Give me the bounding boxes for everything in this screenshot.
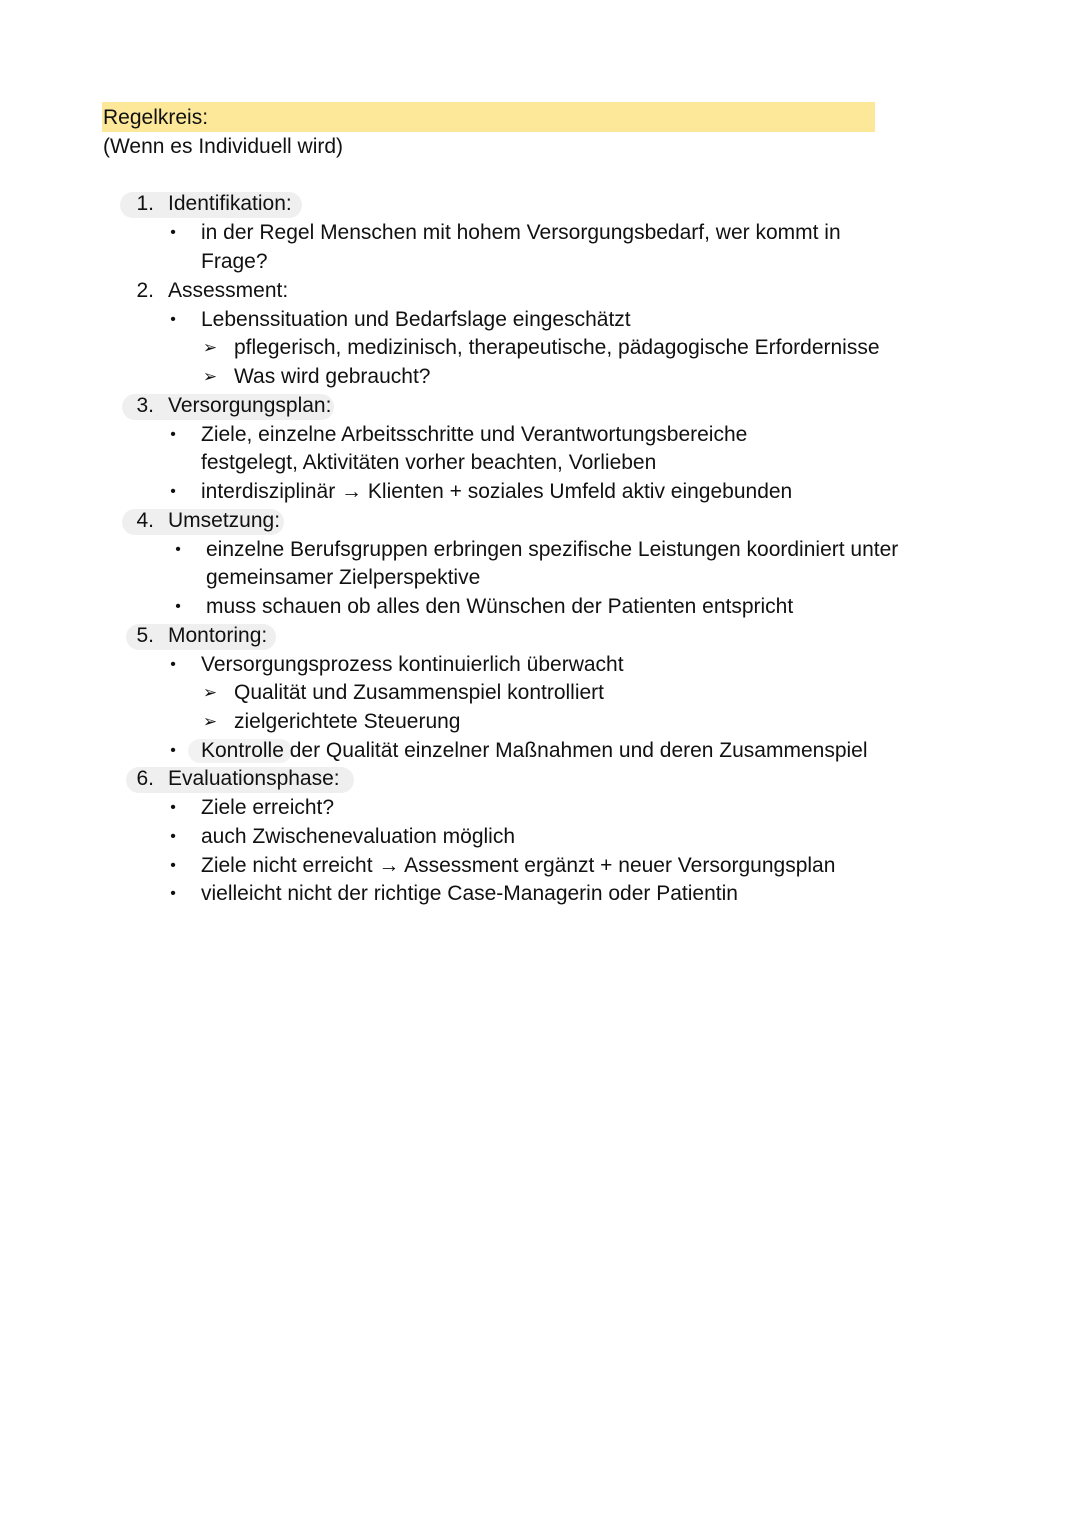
sub-bullet-text: pflegerisch, medizinisch, therapeutische, pädagogische Erfordernisse bbox=[234, 336, 880, 359]
bullet-text: Ziele erreicht? bbox=[201, 796, 335, 819]
bullet-icon: • bbox=[175, 541, 181, 558]
page-subtitle: (Wenn es Individuell wird) bbox=[103, 135, 344, 158]
bullet-icon: • bbox=[170, 656, 176, 673]
bullet-text: festgelegt, Aktivitäten vorher beachten, Vorlieben bbox=[201, 451, 657, 474]
sub-bullet-text: Was wird gebraucht? bbox=[234, 365, 431, 388]
bullet-icon: • bbox=[175, 598, 181, 615]
title-highlight bbox=[102, 102, 875, 132]
section-heading: Montoring: bbox=[168, 624, 268, 647]
section-number: 4. bbox=[136, 509, 154, 532]
section-number: 3. bbox=[136, 394, 154, 417]
bullet-text: interdisziplinär → Klienten + soziales Umfeld aktiv eingebunden bbox=[201, 480, 793, 503]
sub-bullet-text: Qualität und Zusammenspiel kontrolliert bbox=[234, 681, 605, 704]
section-heading: Identifikation: bbox=[168, 192, 292, 215]
bullet-text: Kontrolle der Qualität einzelner Maßnahmen und deren Zusammenspiel bbox=[201, 739, 868, 762]
bullet-text: auch Zwischenevaluation möglich bbox=[201, 825, 516, 848]
bullet-icon: • bbox=[170, 311, 176, 328]
bullet-icon: • bbox=[170, 224, 176, 241]
bullet-icon: • bbox=[170, 742, 176, 759]
bullet-icon: • bbox=[170, 799, 176, 816]
arrow-bullet-icon: ➢ bbox=[202, 683, 218, 702]
bullet-icon: • bbox=[170, 426, 176, 443]
section-heading: Assessment: bbox=[168, 279, 289, 302]
arrow-bullet-icon: ➢ bbox=[202, 338, 218, 357]
section-heading: Evaluationsphase: bbox=[168, 767, 340, 790]
section-heading: Versorgungsplan: bbox=[168, 394, 332, 417]
bullet-text: Lebenssituation und Bedarfslage eingeschätzt bbox=[201, 308, 631, 331]
arrow-bullet-icon: ➢ bbox=[202, 712, 218, 731]
section-number: 2. bbox=[136, 279, 154, 302]
sub-bullet-text: zielgerichtete Steuerung bbox=[234, 710, 461, 733]
section-number: 6. bbox=[136, 767, 154, 790]
page-title: Regelkreis: bbox=[103, 106, 209, 129]
bullet-icon: • bbox=[170, 857, 176, 874]
bullet-text: muss schauen ob alles den Wünschen der Patienten entspricht bbox=[206, 595, 794, 618]
section-number: 5. bbox=[136, 624, 154, 647]
section-heading: Umsetzung: bbox=[168, 509, 281, 532]
bullet-text: Frage? bbox=[201, 250, 268, 273]
bullet-text: Versorgungsprozess kontinuierlich überwacht bbox=[201, 653, 624, 676]
bullet-text: Ziele nicht erreicht → Assessment ergänzt + neuer Versorgungsplan bbox=[201, 854, 836, 877]
bullet-text: in der Regel Menschen mit hohem Versorgungsbedarf, wer kommt in bbox=[201, 221, 841, 244]
bullet-text: Ziele, einzelne Arbeitsschritte und Verantwortungsbereiche bbox=[201, 423, 748, 446]
bullet-text: gemeinsamer Zielperspektive bbox=[206, 566, 481, 589]
bullet-icon: • bbox=[170, 483, 176, 500]
bullet-text: vielleicht nicht der richtige Case-Managerin oder Patientin bbox=[201, 882, 738, 905]
bullet-icon: • bbox=[170, 828, 176, 845]
arrow-bullet-icon: ➢ bbox=[202, 367, 218, 386]
bullet-text: einzelne Berufsgruppen erbringen spezifische Leistungen koordiniert unter bbox=[206, 538, 899, 561]
section-number: 1. bbox=[136, 192, 154, 215]
bullet-icon: • bbox=[170, 885, 176, 902]
